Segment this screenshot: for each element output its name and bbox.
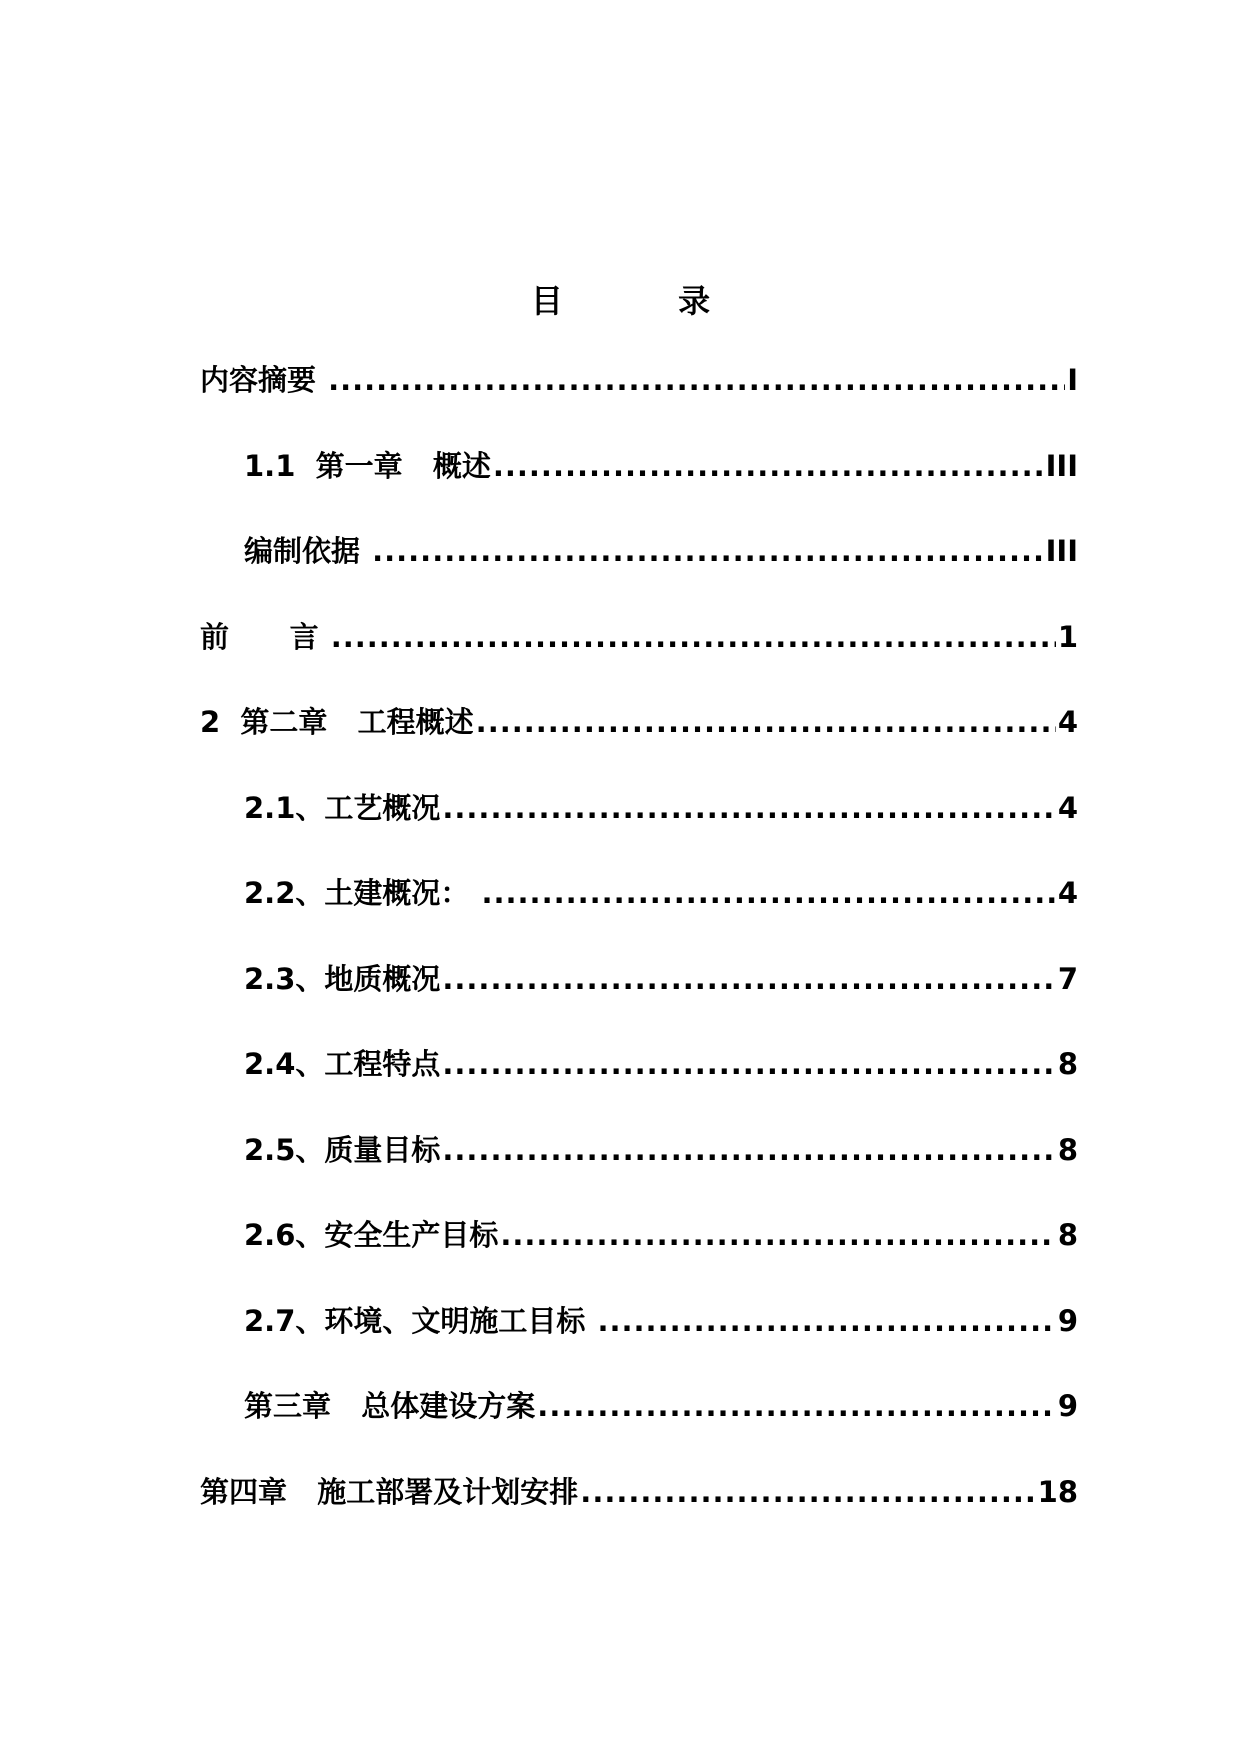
toc-entry-label: 2.6、安全生产目标 (244, 1218, 499, 1252)
dot-leader (442, 1044, 1055, 1084)
toc-entry[interactable] (200, 1084, 1078, 1170)
toc-entry-label: 2.2、土建概况： (244, 876, 480, 910)
toc-entry-label: 2.3、地质概况 (244, 961, 441, 996)
toc-entry-page: III (1045, 448, 1078, 483)
toc-entry[interactable] (200, 355, 1078, 400)
toc-entry-page: 4 (1057, 790, 1078, 825)
toc-entry-page: 1 (1057, 619, 1078, 654)
toc-entry-page: 18 (1037, 1474, 1078, 1509)
toc-entry[interactable] (200, 1255, 1078, 1341)
dot-leader (442, 959, 1055, 999)
toc-entry[interactable] (200, 1170, 1078, 1256)
toc-entry-label: 内容摘要 (200, 363, 327, 397)
toc-entry[interactable] (200, 657, 1078, 743)
toc-entry[interactable] (200, 742, 1078, 828)
dot-leader (331, 617, 1056, 657)
dot-leader (580, 1472, 1035, 1512)
toc-entry-label: 编制依据 (244, 534, 371, 568)
toc-entry[interactable] (200, 999, 1078, 1085)
toc-entry-label: 2.4、工程特点 (244, 1047, 441, 1081)
toc-entry[interactable] (200, 400, 1078, 486)
dot-leader (328, 360, 1065, 400)
toc-title: 目 录 (530, 282, 763, 320)
toc-entry-page: 4 (1057, 876, 1078, 910)
toc-entry-page: 8 (1057, 1132, 1078, 1167)
dot-leader (476, 702, 1056, 742)
toc-entry[interactable] (200, 486, 1078, 572)
dot-leader (481, 873, 1055, 913)
toc-entry[interactable] (200, 1341, 1078, 1427)
toc-entry[interactable] (200, 828, 1078, 914)
toc-entry-page: 9 (1057, 1303, 1078, 1338)
toc-entry-label: 前 言 (200, 619, 329, 654)
dot-leader (597, 1301, 1055, 1341)
dot-leader (442, 788, 1055, 828)
dot-leader (500, 1215, 1055, 1255)
toc-entry-page: 7 (1057, 961, 1078, 996)
toc-entry[interactable] (200, 1426, 1078, 1512)
toc-list (200, 355, 1078, 1512)
toc-entry-page: 9 (1057, 1389, 1078, 1423)
toc-entry-label: 2.1、工艺概况 (244, 790, 441, 825)
toc-entry-label: 第四章 施工部署及计划安排 (200, 1474, 579, 1509)
toc-entry-label: 第三章 总体建设方案 (244, 1389, 536, 1423)
toc-entry-label: 2 第二章 工程概述 (200, 705, 474, 739)
dot-leader (442, 1130, 1055, 1170)
toc-entry-page: I (1067, 363, 1078, 397)
dot-leader (493, 446, 1044, 486)
toc-entry-page: 8 (1057, 1047, 1078, 1081)
toc-entry-page: 8 (1057, 1218, 1078, 1252)
toc-entry-label: 2.5、质量目标 (244, 1132, 441, 1167)
toc-entry-label: 2.7、环境、文明施工目标 (244, 1303, 596, 1338)
toc-entry-page: III (1045, 534, 1078, 568)
dot-leader (372, 531, 1044, 571)
toc-entry-page: 4 (1057, 705, 1078, 739)
toc-entry-label: 1.1 第一章 概述 (244, 448, 491, 483)
toc-entry[interactable] (200, 571, 1078, 657)
toc-entry[interactable] (200, 913, 1078, 999)
dot-leader (537, 1386, 1056, 1426)
